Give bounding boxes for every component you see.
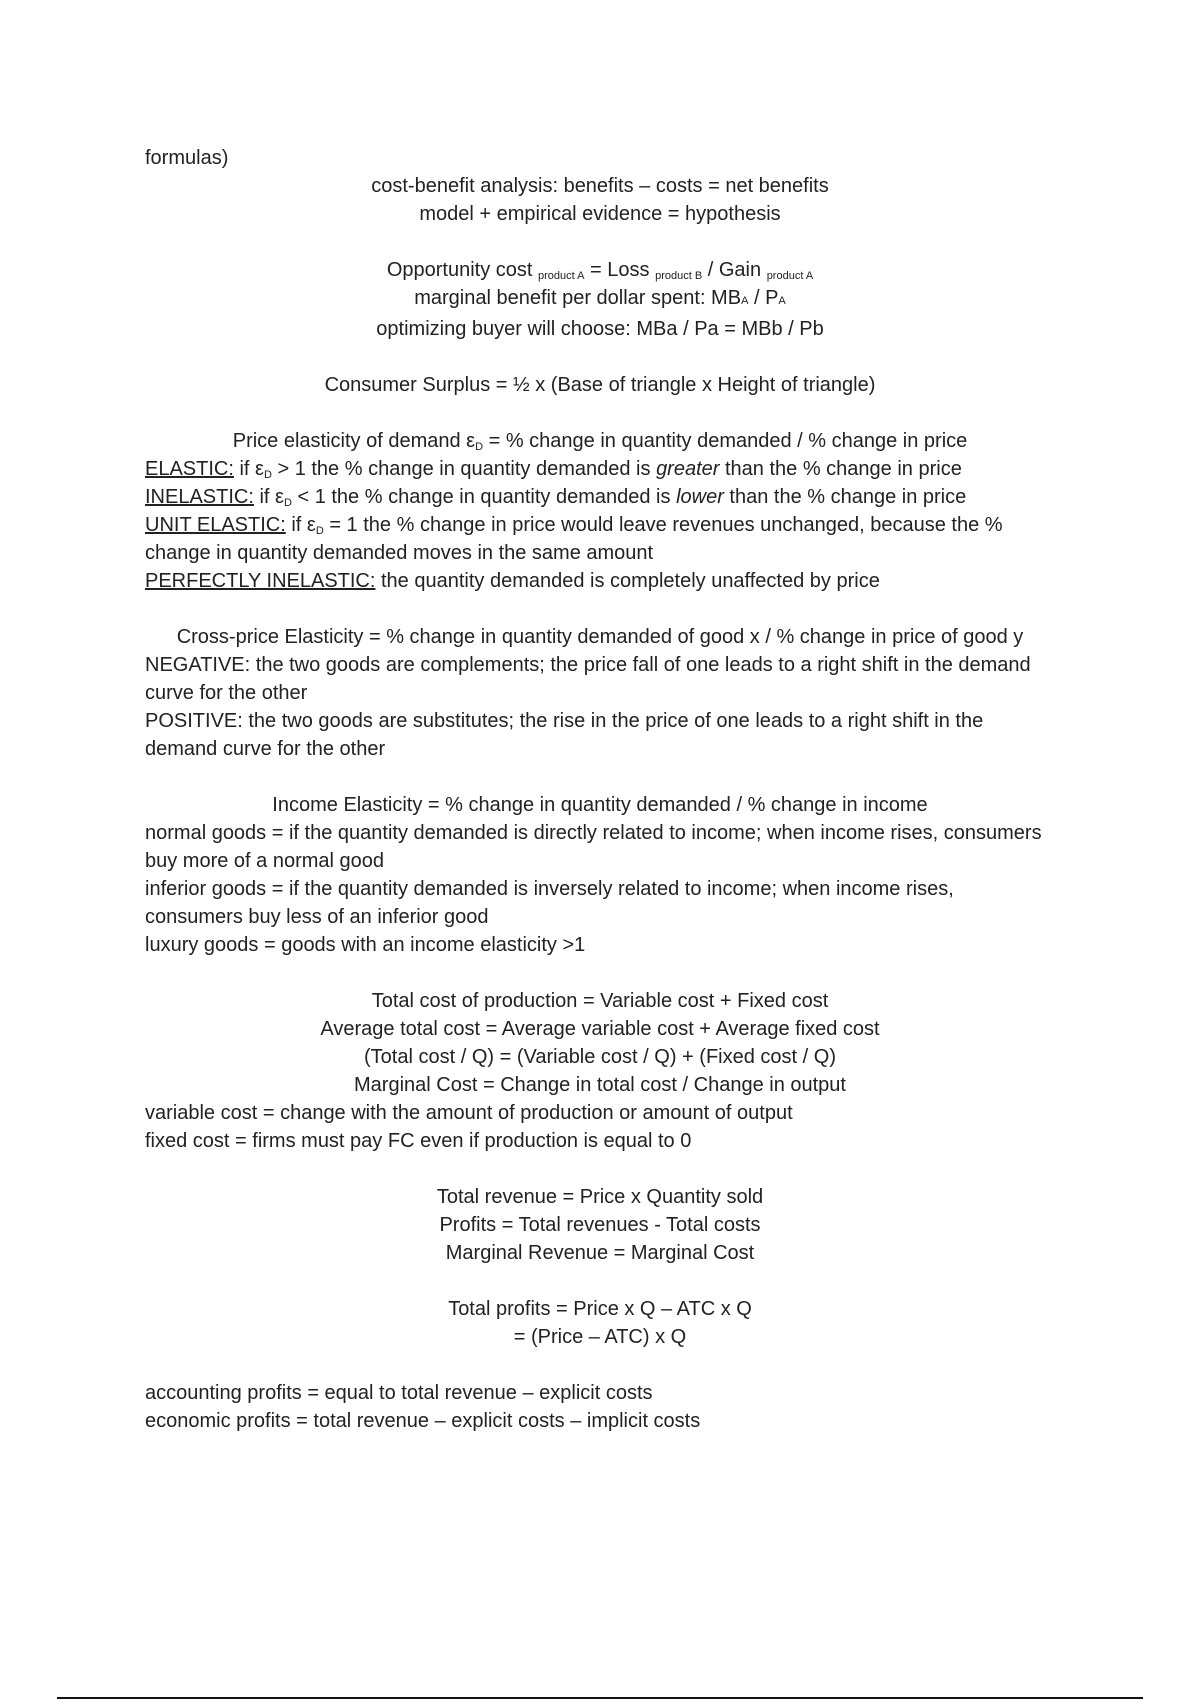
- fixed-cost-definition: fixed cost = firms must pay FC even if production is equal to 0: [145, 1130, 692, 1152]
- heading: formulas): [145, 147, 229, 169]
- marginal-revenue-formula: Marginal Revenue = Marginal Cost: [445, 1242, 755, 1264]
- formula-sheet: [145, 144, 1055, 1435]
- income-elasticity-formula: Income Elasticity = % change in quantity demanded / % change in income: [272, 794, 928, 816]
- elastic-definition: ELASTIC: if $\varepsilon_D > 1$ the % change in quantity demanded is greater than the % change in price: [145, 458, 962, 481]
- total-cost-formula: Total cost of production = Variable cost + Fixed cost: [371, 990, 829, 1012]
- model-formula: model + empirical evidence = hypothesis: [419, 203, 781, 225]
- average-cost-equation: (Total cost / Q) = (Variable cost / Q) + (Fixed cost / Q): [364, 1046, 836, 1068]
- bottom-rule: [57, 1697, 1143, 1699]
- perfectly-inelastic-definition: PERFECTLY INELASTIC: the quantity demanded is completely unaffected by price: [145, 570, 880, 592]
- luxury-goods-definition: luxury goods = goods with an income elasticity >1: [145, 934, 586, 956]
- negative-cross-price-definition: NEGATIVE: the two goods are complements; the price fall of one leads to a right shift in the demand curve for the other: [145, 654, 1031, 704]
- marginal-benefit-formula: marginal benefit per dollar spent: MBA / PA: [414, 287, 786, 309]
- profits-formula: Profits = Total revenues - Total costs: [439, 1214, 761, 1236]
- total-revenue-formula: Total revenue = Price x Quantity sold: [436, 1186, 764, 1208]
- marginal-cost-formula: Marginal Cost = Change in total cost / Change in output: [354, 1074, 846, 1096]
- consumer-surplus-formula: Consumer Surplus = ½ x (Base of triangle x Height of triangle): [324, 374, 876, 396]
- opportunity-cost-formula: Opportunity cost $_{product A}$ = Loss $_{product B}$ / Gain $_{product A}$: [386, 259, 814, 282]
- total-profits-simplified: = (Price – ATC) x Q: [513, 1326, 687, 1348]
- price-elasticity-formula: Price elasticity of demand $\varepsilon_D$ = % change in quantity demanded / % change in price: [232, 430, 968, 453]
- inelastic-definition: INELASTIC: if $\varepsilon_D < 1$ the % change in quantity demanded is lower than the % change in price: [145, 486, 967, 509]
- total-profits-formula: Total profits = Price x Q – ATC x Q: [448, 1298, 752, 1320]
- average-total-cost-formula: Average total cost = Average variable cost + Average fixed cost: [320, 1018, 880, 1040]
- optimizing-buyer-formula: optimizing buyer will choose: MBa / Pa = MBb / Pb: [376, 318, 824, 340]
- unit-elastic-definition: UNIT ELASTIC: if $\varepsilon_D = 1$ the % change in price would leave revenues unchanged, because the % change in quantity demanded moves in the same amount: [145, 514, 1003, 564]
- positive-cross-price-definition: POSITIVE: the two goods are substitutes; the rise in the price of one leads to a right shift in the demand curve for the other: [145, 710, 984, 760]
- cost-benefit-formula: cost-benefit analysis: benefits – costs = net benefits: [371, 175, 829, 197]
- cross-price-elasticity-formula: Cross-price Elasticity = % change in quantity demanded of good x / % change in price of good y: [176, 626, 1024, 648]
- inferior-goods-definition: inferior goods = if the quantity demanded is inversely related to income; when income rises, consumers buy less of an inferior good: [145, 878, 954, 928]
- variable-cost-definition: variable cost = change with the amount of production or amount of output: [145, 1102, 793, 1124]
- economic-profits-definition: economic profits = total revenue – explicit costs – implicit costs: [145, 1410, 701, 1432]
- normal-goods-definition: normal goods = if the quantity demanded is directly related to income; when income rises, consumers buy more of a normal good: [145, 822, 1042, 872]
- accounting-profits-definition: accounting profits = equal to total revenue – explicit costs: [145, 1382, 653, 1404]
